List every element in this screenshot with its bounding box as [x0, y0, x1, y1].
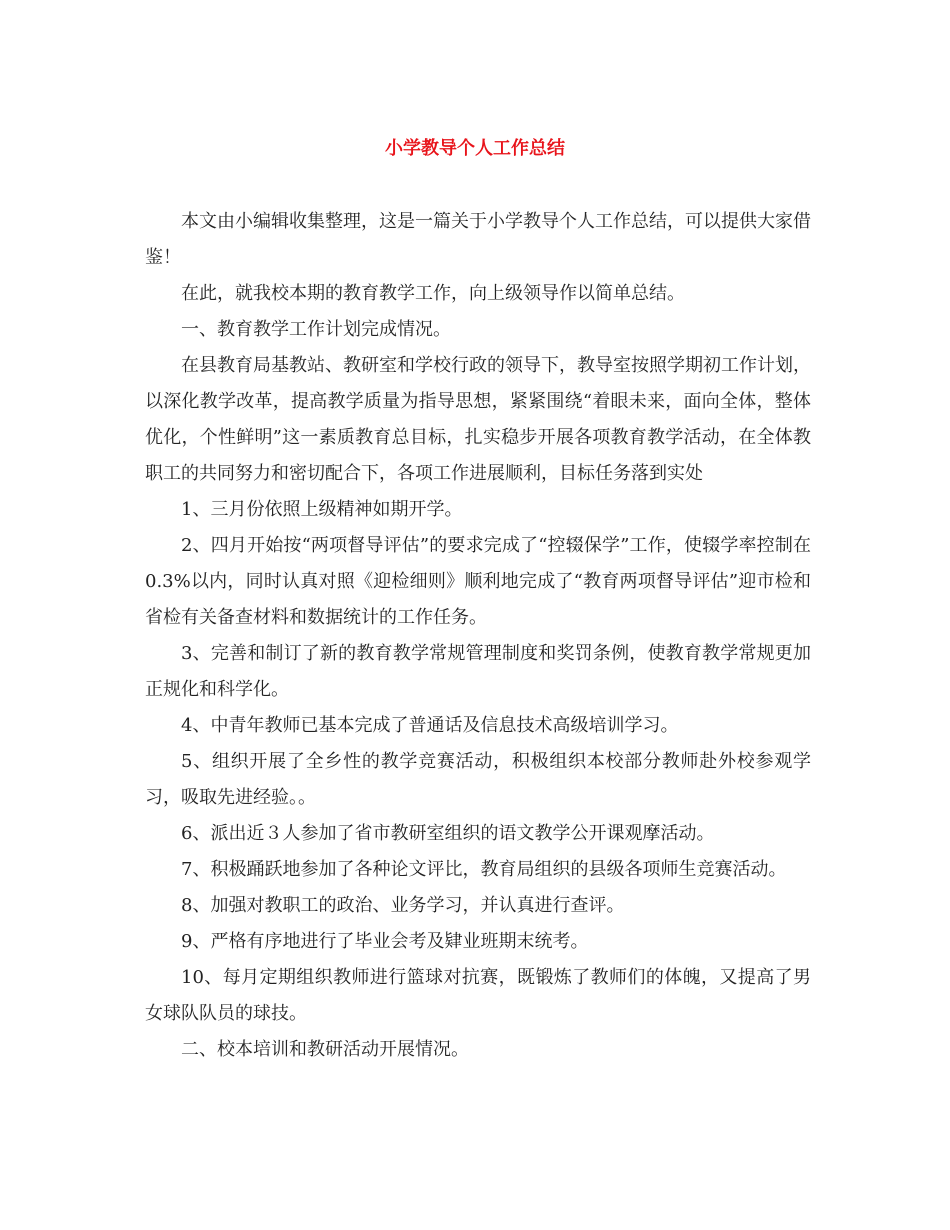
list-item-5: 5、组织开展了全乡性的教学竞赛活动，积极组织本校部分教师赴外校参观学习，吸取先进经验。。 — [145, 751, 811, 808]
list-item-4: 4、中青年教师已基本完成了普通话及信息技术高级培训学习。 — [181, 715, 679, 736]
list-item-7: 7、积极踊跃地参加了各种论文评比，教育局组织的县级各项师生竞赛活动。 — [181, 859, 787, 880]
document-body — [145, 204, 811, 1068]
list-item-6: 6、派出近３人参加了省市教研室组织的语文教学公开课观摩活动。 — [181, 823, 715, 844]
paragraph-summary-lead: 在此，就我校本期的教育教学工作，向上级领导作以简单总结。 — [181, 283, 685, 304]
document-title: 小学教导个人工作总结 — [385, 138, 565, 159]
section-heading-1: 一、教育教学工作计划完成情况。 — [181, 319, 451, 340]
list-item-1: 1、三月份依照上级精神如期开学。 — [181, 499, 463, 520]
section-heading-2: 二、校本培训和教研活动开展情况。 — [181, 1039, 469, 1060]
paragraph-intro: 本文由小编辑收集整理，这是一篇关于小学教导个人工作总结，可以提供大家借鉴！ — [145, 211, 811, 268]
list-item-9: 9、严格有序地进行了毕业会考及肄业班期末统考。 — [181, 931, 589, 952]
paragraph-overview: 在县教育局基教站、教研室和学校行政的领导下，教导室按照学期初工作计划，以深化教学改革，提高教学质量为指导思想，紧紧围绕“着眼未来，面向全体，整体优化，个性鲜明”这一素质教育总目标，扎实稳步开展各项教育教学活动，在全体教职工的共同努力和密切配合下，各项工作进展顺利，目标任务落到实处 — [145, 355, 811, 484]
list-item-10: 10、每月定期组织教师进行篮球对抗赛，既锻炼了教师们的体魄，又提高了男女球队队员的球技。 — [145, 967, 811, 1024]
list-item-3: 3、完善和制订了新的教育教学常规管理制度和奖罚条例，使教育教学常规更加正规化和科学化。 — [145, 643, 811, 700]
list-item-8: 8、加强对教职工的政治、业务学习，并认真进行查评。 — [181, 895, 625, 916]
list-item-2: 2、四月开始按“两项督导评估”的要求完成了“控辍保学”工作，使辍学率控制在0.3%以内，同时认真对照《迎检细则》顺利地完成了“教育两项督导评估”迎市检和省检有关备查材料和数据统计的工作任务。 — [145, 535, 811, 628]
